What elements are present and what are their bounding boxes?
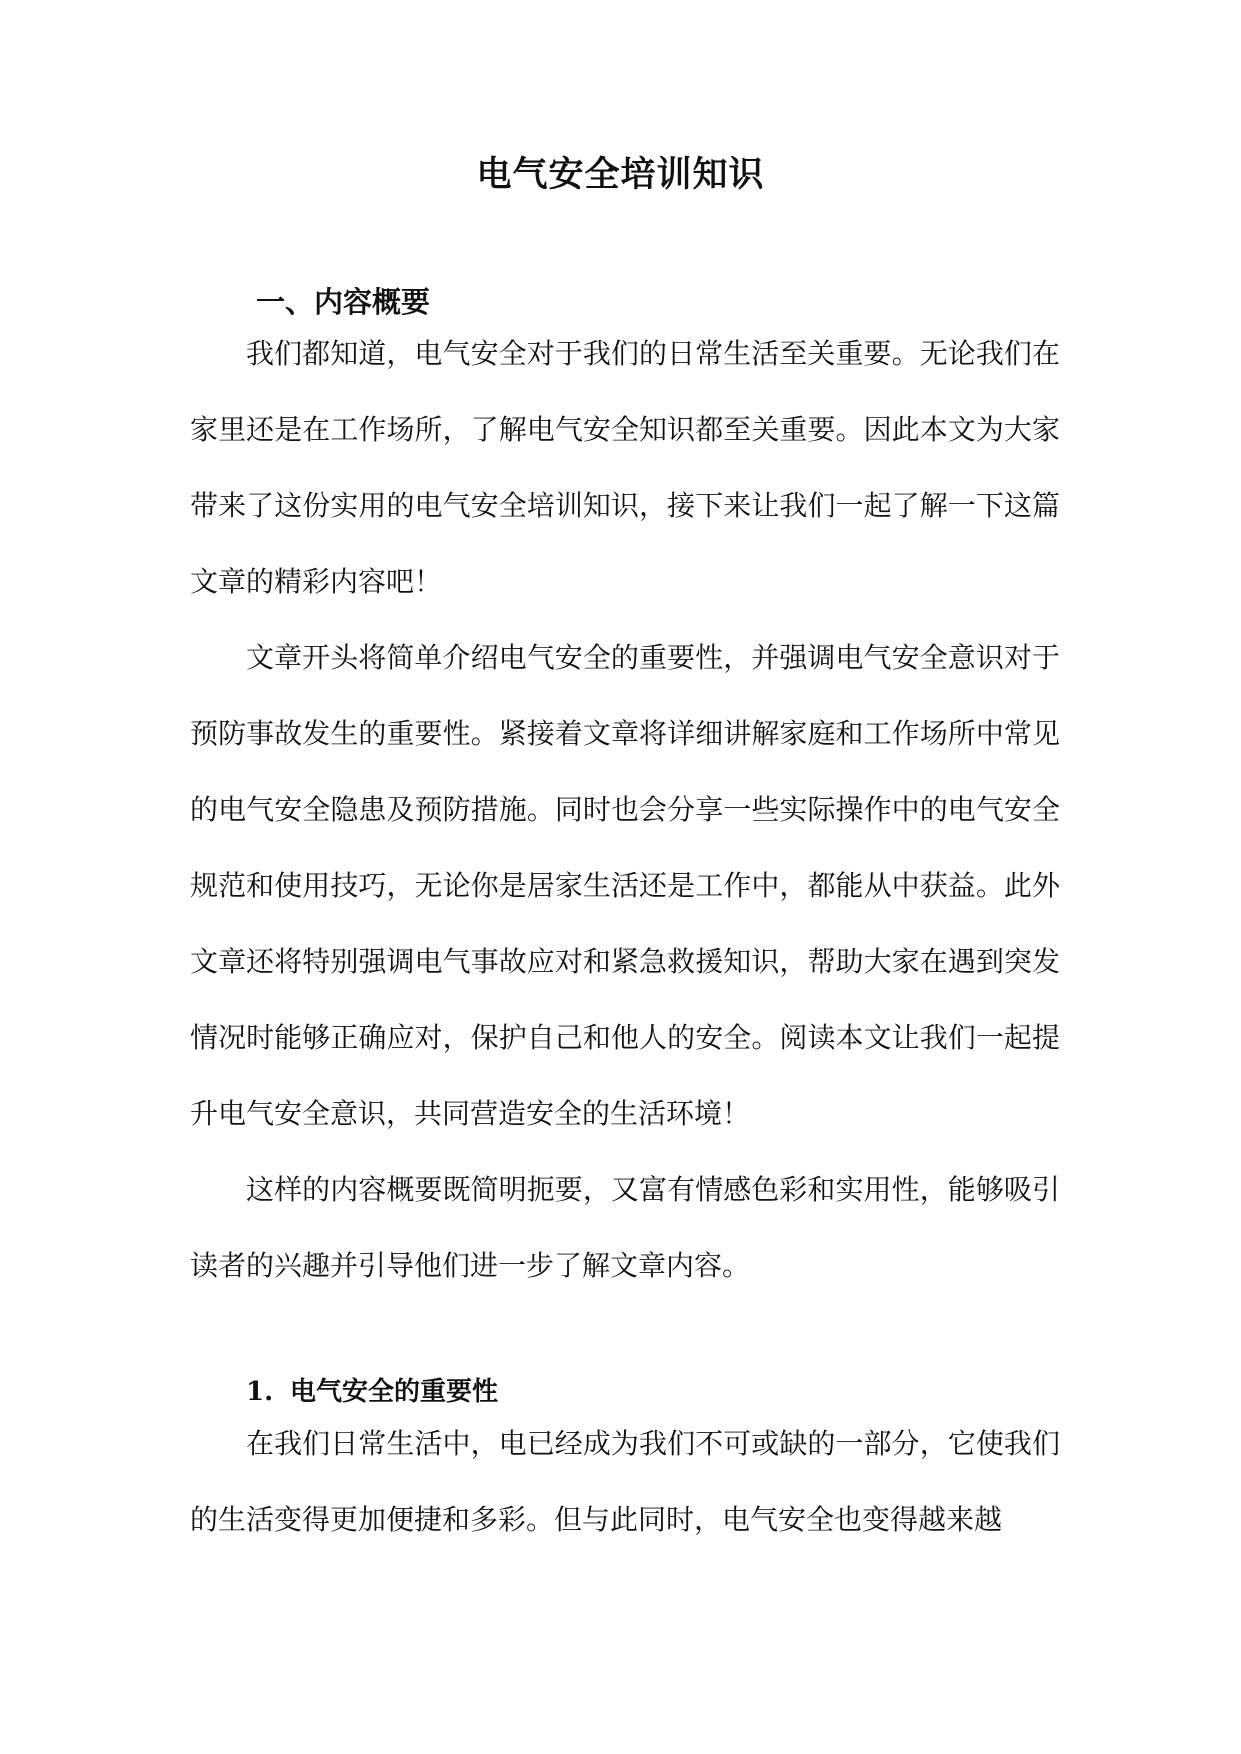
paragraph: 在我们日常生活中，电已经成为我们不可或缺的一部分，它使我们的生活变得更加便捷和多彩。但与此同时，电气安全也变得越来越 xyxy=(190,1427,1060,1536)
subsection-title: 电气安全的重要性 xyxy=(290,1377,499,1407)
paragraph: 文章开头将简单介绍电气安全的重要性，并强调电气安全意识对于预防事故发生的重要性。紧接着文章将详细讲解家庭和工作场所中常见的电气安全隐患及预防措施。同时也会分享一些实际操作中的电气安全规范和使用技巧，无论你是居家生活还是工作中，都能从中获益。此外文章还将特别强调电气事故应对和紧急救援知识，帮助大家在遇到突发情况时能够正确应对，保护自己和他人的安全。阅读本文让我们一起提升电气安全意识，共同营造安全的生活环境！ xyxy=(190,641,1060,1130)
subsection-body xyxy=(190,1406,1060,1558)
section-heading-overview: 一、内容概要 xyxy=(256,285,431,319)
section-overview-body xyxy=(190,316,1060,1304)
paragraph: 我们都知道，电气安全对于我们的日常生活至关重要。无论我们在家里还是在工作场所，了解电气安全知识都至关重要。因此本文为大家带来了这份实用的电气安全培训知识，接下来让我们一起了解一下这篇文章的精彩内容吧！ xyxy=(190,337,1060,598)
document-title: 电气安全培训知识 xyxy=(476,154,765,195)
paragraph: 这样的内容概要既简明扼要，又富有情感色彩和实用性，能够吸引读者的兴趣并引导他们进一步了解文章内容。 xyxy=(190,1173,1060,1282)
subsection-number: 1. xyxy=(246,1377,274,1407)
